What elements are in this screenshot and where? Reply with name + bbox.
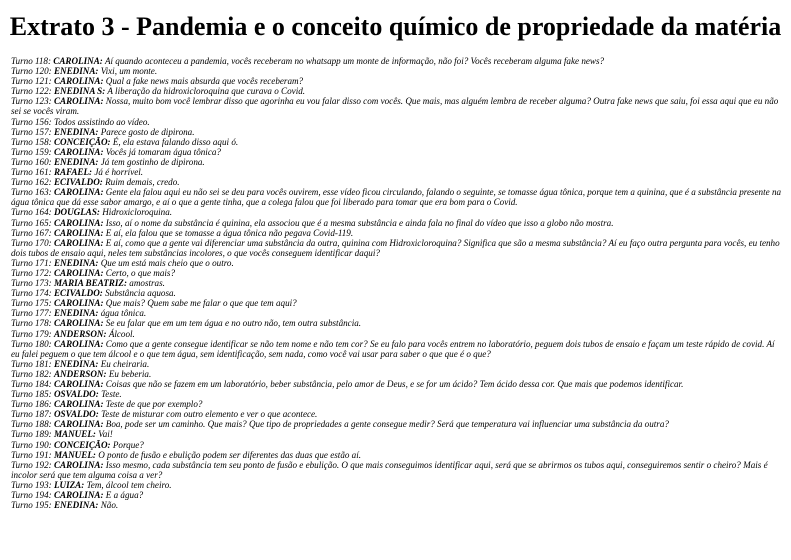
- transcript-line: [11, 369, 783, 379]
- utterance-text: Qual a fake news mais absurda que vocês receberam?: [105, 76, 304, 87]
- utterance-text: Se eu falar que em um tem água e no outro não, tem outra substância.: [105, 318, 362, 329]
- utterance-text: A liberação da hidroxicloroquina que curava o Covid.: [107, 86, 306, 97]
- utterance-text: amostras.: [129, 278, 165, 289]
- turn-number: Turno 163:: [11, 187, 52, 198]
- utterance-text: Não.: [100, 500, 119, 511]
- transcript-line: [11, 329, 783, 339]
- turn-number: Turno 181:: [11, 358, 52, 369]
- utterance-text: Parece gosto de dipirona.: [100, 126, 195, 137]
- turn-number: Turno 180:: [11, 338, 52, 349]
- speaker-name: CAROLINA:: [53, 338, 104, 349]
- speaker-name: MANUEL:: [53, 449, 96, 460]
- speaker-name: DOUGLAS:: [53, 207, 100, 218]
- utterance-text: Vai!: [98, 429, 113, 440]
- utterance-text: Ruim demais, credo.: [105, 177, 180, 188]
- speaker-name: ENEDINA:: [53, 126, 99, 137]
- turn-number: Turno 118:: [11, 56, 52, 66]
- transcript-line: [11, 167, 783, 177]
- transcript-line: [11, 76, 783, 86]
- turn-number: Turno 156:: [11, 116, 52, 127]
- turn-number: Turno 123:: [11, 96, 52, 107]
- utterance-text: Teste.: [101, 389, 122, 400]
- transcript-line: [11, 147, 783, 157]
- speaker-name: ECIVALDO:: [53, 177, 103, 188]
- speaker-name: CAROLINA:: [53, 318, 104, 329]
- speaker-name: ENEDINA S:: [53, 86, 106, 97]
- turn-number: Turno 188:: [11, 419, 52, 430]
- turn-number: Turno 192:: [11, 459, 52, 470]
- transcript-line: [11, 460, 783, 480]
- turn-number: Turno 122:: [11, 86, 52, 97]
- speaker-name: CAROLINA:: [53, 217, 104, 228]
- page-title: Extrato 3 - Pandemia e o conceito químico de propriedade da matéria: [9, 12, 782, 41]
- turn-number: Turno 193:: [11, 479, 52, 490]
- speaker-name: CAROLINA:: [53, 76, 104, 87]
- speaker-name: ENEDINA:: [53, 500, 99, 511]
- speaker-name: ENEDINA:: [53, 156, 99, 167]
- utterance-text: Boa, pode ser um caminho. Que mais? Que tipo de propriedades a gente consegue medir? Será que temperatura vai influenciar uma substância da outra?: [105, 419, 669, 430]
- utterance-text: É, ela estava falando disso aqui ó.: [112, 136, 239, 147]
- speaker-name: CAROLINA:: [53, 419, 104, 430]
- speaker-name: ENEDINA:: [53, 66, 99, 77]
- transcript-line: [11, 389, 783, 399]
- transcript-line: [11, 399, 783, 409]
- speaker-name: CAROLINA:: [53, 227, 104, 238]
- transcript-line: [11, 450, 783, 460]
- turn-number: Turno 194:: [11, 490, 52, 501]
- turn-number: Turno 121:: [11, 76, 52, 87]
- utterance-text: Tem, álcool tem cheiro.: [86, 479, 172, 490]
- transcript-line: [11, 207, 783, 217]
- utterance-text: Todos assistindo ao vídeo.: [53, 116, 150, 127]
- transcript-line: [11, 127, 783, 137]
- utterance-text: Que mais? Quem sabe me falar o que que tem aqui?: [105, 298, 297, 309]
- utterance-text: Como que a gente consegue identificar se não tem nome e não tem cor? Se eu falo para vocês entrem no laboratório, peguem dois tubos de ensaio e façam um teste rápido de covid. Aí eu falei peguem o que tem álcool e o que tem água, sem identificação, sem nada, como você vai usar para saber o que que é o que?: [11, 338, 775, 359]
- transcript-line: [11, 137, 783, 147]
- utterance-text: Certo, o que mais?: [105, 267, 175, 278]
- transcript-line: [11, 440, 783, 450]
- utterance-text: Isso, aí o nome da substância é quinina, ela associou que é a mesma substância e ainda fala no final do vídeo que isso a globo não mostra.: [105, 217, 614, 228]
- transcript-line: [11, 278, 783, 288]
- utterance-text: Vocês já tomaram água tônica?: [105, 146, 221, 157]
- turn-number: Turno 185:: [11, 389, 52, 400]
- speaker-name: OSVALDO:: [53, 409, 99, 420]
- turn-number: Turno 174:: [11, 288, 52, 299]
- turn-number: Turno 189:: [11, 429, 52, 440]
- transcript-line: [11, 218, 783, 228]
- turn-number: Turno 157:: [11, 126, 52, 137]
- speaker-name: CAROLINA:: [53, 267, 104, 278]
- turn-number: Turno 164:: [11, 207, 52, 218]
- transcript-line: [11, 187, 783, 207]
- utterance-text: Vixi, um monte.: [100, 66, 158, 77]
- turn-number: Turno 186:: [11, 399, 52, 410]
- turn-number: Turno 175:: [11, 298, 52, 309]
- transcript-line: [11, 96, 783, 116]
- turn-number: Turno 172:: [11, 267, 52, 278]
- turn-number: Turno 162:: [11, 177, 52, 188]
- utterance-text: E aí, como que a gente vai diferenciar uma substância da outra, quinina com Hidroxicloroquina? Significa que são a mesma substância? Aí eu faço outra pergunta para vocês, eu tenho dois tubos de ensaio aqui, neles tem substâncias incolores, o que vocês conseguem identificar daqui?: [11, 237, 780, 258]
- utterance-text: Isso mesmo, cada substância tem seu ponto de fusão e ebulição. O que mais conseguimos identificar aqui, será que se abrirmos os tubos aqui, conseguiremos sentir o cheiro? Mais é incolor será que tem alguma coisa a ver?: [11, 459, 768, 480]
- transcript-line: [11, 429, 783, 439]
- turn-number: Turno 158:: [11, 136, 52, 147]
- turn-number: Turno 167:: [11, 227, 52, 238]
- utterance-text: O ponto de fusão e ebulição podem ser diferentes das duas que estão aí.: [98, 449, 362, 460]
- speaker-name: ANDERSON:: [53, 328, 107, 339]
- speaker-name: ANDERSON:: [53, 368, 107, 379]
- transcript-line: [11, 490, 783, 500]
- speaker-name: CAROLINA:: [53, 490, 104, 501]
- utterance-text: Teste de misturar com outro elemento e ver o que acontece.: [101, 409, 318, 420]
- transcript-line: [11, 339, 783, 359]
- transcript-line: [11, 258, 783, 268]
- speaker-name: CAROLINA:: [53, 399, 104, 410]
- turn-number: Turno 161:: [11, 167, 52, 178]
- speaker-name: CAROLINA:: [53, 379, 104, 389]
- speaker-name: CAROLINA:: [53, 187, 104, 198]
- utterance-text: Eu cheiraria.: [100, 358, 150, 369]
- transcript-line: [11, 419, 783, 429]
- turn-number: Turno 190:: [11, 439, 52, 450]
- speaker-name: CAROLINA:: [53, 146, 104, 157]
- utterance-text: Gente ela falou aqui eu não sei se deu para vocês ouvirem, esse vídeo ficou circulando, falando o seguinte, se tomasse água tônica, porque tem a quinina, que é a substância presente na água tônica que dá esse sabor amargo, e aí o que a gente tinha, que a colega falou que foi liberado para tomar que era bom para o Covid.: [11, 187, 782, 208]
- turn-number: Turno 184:: [11, 379, 52, 389]
- turn-number: Turno 171:: [11, 257, 52, 268]
- transcript-line: [11, 66, 783, 76]
- speaker-name: OSVALDO:: [53, 389, 99, 400]
- speaker-name: CAROLINA:: [53, 298, 104, 309]
- turn-number: Turno 160:: [11, 156, 52, 167]
- transcript-line: [11, 480, 783, 490]
- transcript-line: [11, 308, 783, 318]
- turn-number: Turno 182:: [11, 368, 52, 379]
- speaker-name: CONCEIÇÃO:: [53, 136, 111, 147]
- speaker-name: LUIZA:: [53, 479, 85, 490]
- speaker-name: ENEDINA:: [53, 308, 99, 319]
- utterance-text: Teste de que por exemplo?: [105, 399, 203, 410]
- turn-number: Turno 195:: [11, 500, 52, 511]
- transcript-line: [11, 298, 783, 308]
- transcript-line: [11, 379, 783, 389]
- speaker-name: RAFAEL:: [53, 167, 93, 178]
- transcript-line: [11, 409, 783, 419]
- transcript-line: [11, 56, 783, 66]
- utterance-text: E aí, ela falou que se tomasse a água tônica não pegava Covid-119.: [105, 227, 354, 238]
- utterance-text: Nossa, muito bom você lembrar disso que agorinha eu vou falar disso com vocês. Que mais, mas alguém lembra de receber alguma? Outra fake news que saiu, foi essa aqui que eu não sei se vocês viram.: [11, 96, 779, 117]
- speaker-name: CAROLINA:: [53, 56, 103, 66]
- speaker-name: ENEDINA:: [53, 257, 99, 268]
- utterance-text: Eu beberia.: [108, 368, 152, 379]
- utterance-text: Já tem gostinho de dipirona.: [100, 156, 205, 167]
- turn-number: Turno 165:: [11, 217, 52, 228]
- turn-number: Turno 173:: [11, 278, 52, 289]
- utterance-text: Substância aquosa.: [105, 288, 176, 299]
- speaker-name: CAROLINA:: [53, 96, 104, 107]
- transcript-line: [11, 117, 783, 127]
- speaker-name: ECIVALDO:: [53, 288, 103, 299]
- speaker-name: MARIA BEATRIZ:: [53, 278, 127, 289]
- utterance-text: Que um está mais cheio que o outro.: [100, 257, 234, 268]
- turn-number: Turno 178:: [11, 318, 52, 329]
- utterance-text: Já é horrível.: [94, 167, 144, 178]
- speaker-name: CONCEIÇÃO:: [53, 439, 111, 450]
- transcript-line: [11, 228, 783, 238]
- transcript: [11, 56, 783, 510]
- turn-number: Turno 187:: [11, 409, 52, 420]
- transcript-line: [11, 359, 783, 369]
- turn-number: Turno 120:: [11, 66, 52, 77]
- transcript-line: [11, 500, 783, 510]
- turn-number: Turno 177:: [11, 308, 52, 319]
- transcript-line: [11, 157, 783, 167]
- utterance-text: Coisas que não se fazem em um laboratório, beber substância, pelo amor de Deus, e se for um ácido? Tem ácido dessa cor. Que mais que podemos identificar.: [105, 379, 684, 389]
- transcript-line: [11, 318, 783, 328]
- speaker-name: CAROLINA:: [53, 459, 104, 470]
- utterance-text: Hidroxicloroquina.: [102, 207, 173, 218]
- utterance-text: água tônica.: [100, 308, 147, 319]
- utterance-text: Aí quando aconteceu a pandemia, vocês receberam no whatsapp um monte de informação, não foi? Vocês receberam alguma fake news?: [104, 56, 605, 66]
- transcript-line: [11, 177, 783, 187]
- utterance-text: Álcool.: [108, 328, 135, 339]
- transcript-line: [11, 86, 783, 96]
- turn-number: Turno 170:: [11, 237, 52, 248]
- turn-number: Turno 159:: [11, 146, 52, 157]
- utterance-text: Porque?: [112, 439, 144, 450]
- speaker-name: ENEDINA:: [53, 358, 99, 369]
- transcript-line: [11, 268, 783, 278]
- utterance-text: E a água?: [105, 490, 144, 501]
- transcript-line: [11, 288, 783, 298]
- speaker-name: MANUEL:: [53, 429, 96, 440]
- turn-number: Turno 191:: [11, 449, 52, 460]
- transcript-line: [11, 238, 783, 258]
- turn-number: Turno 179:: [11, 328, 52, 339]
- speaker-name: CAROLINA:: [53, 237, 104, 248]
